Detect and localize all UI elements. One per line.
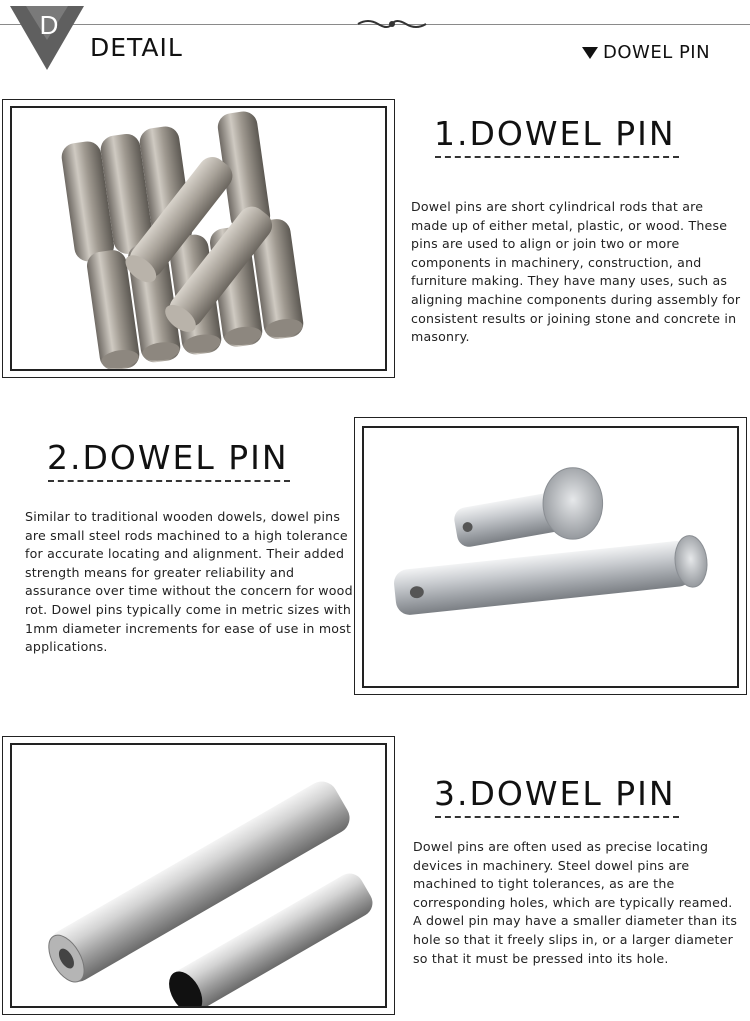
section-1-body: Dowel pins are short cylindrical rods that are made up of either metal, plastic, or wood. These pins are used to align or join two or more components in machinery, construction, and furniture making. They have many uses, such as aligning machine components during assembly for consistent results or joining stone and concrete in masonry. xyxy=(411,199,741,345)
triangle-down-icon xyxy=(582,47,598,59)
section-3-body: Dowel pins are often used as precise locating devices in machinery. Steel dowel pins are machined to tight tolerances, as are the corresponding holes, which are typically reamed. A dowel pin may have a smaller diameter than its hole so that it freely slips in, or a larger diameter so that it must be pressed into its hole. xyxy=(413,839,738,966)
clevis-pin-illustration xyxy=(364,428,737,686)
product-photo-frame-1 xyxy=(2,99,395,378)
product-photo-3 xyxy=(10,743,387,1008)
breadcrumb xyxy=(582,42,710,63)
section-1-underline xyxy=(435,156,679,158)
product-photo-1 xyxy=(10,106,387,371)
detail-title: DETAIL xyxy=(90,33,183,62)
breadcrumb-label: DOWEL PIN xyxy=(603,42,711,63)
section-2-body: Similar to traditional wooden dowels, dowel pins are small steel rods machined to a high tolerance for accurate locating and alignment. Their added strength means for greater reliability and assurance over time without the concern for wood rot. Dowel pins typically come in metric sizes with 1mm diameter increments for ease of use in most applications. xyxy=(25,509,353,655)
section-2-title: 2.DOWEL PIN xyxy=(47,438,289,477)
pin-bundle-illustration xyxy=(12,108,385,369)
ornament-icon xyxy=(356,16,428,32)
badge-letter: D xyxy=(39,10,59,40)
section-3-underline xyxy=(435,816,679,818)
product-photo-frame-2 xyxy=(354,417,747,695)
product-photo-frame-3 xyxy=(2,736,395,1015)
threaded-dowel-pin-illustration xyxy=(12,745,385,1006)
section-1-title: 1.DOWEL PIN xyxy=(434,114,676,153)
product-photo-2 xyxy=(362,426,739,688)
section-3-title: 3.DOWEL PIN xyxy=(434,774,676,813)
section-2-underline xyxy=(48,480,290,482)
